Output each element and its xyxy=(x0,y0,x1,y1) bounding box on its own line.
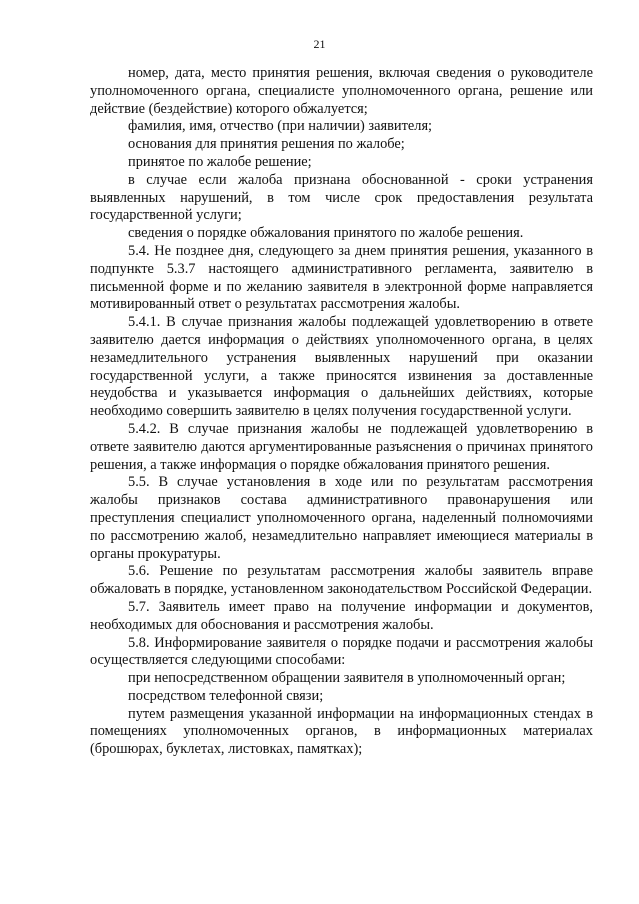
paragraph-5-4-2: 5.4.2. В случае признания жалобы не подлежащей удовлетворению в ответе заявителю даются аргументированные разъяснения о причинах принятого решения, а также информация о порядке обжалования принятого решения. xyxy=(90,420,593,473)
paragraph-5-6: 5.6. Решение по результатам рассмотрения жалобы заявитель вправе обжаловать в порядке, установленном законодательством Российской Федерации. xyxy=(90,563,593,598)
paragraph-phone-contact: посредством телефонной связи; xyxy=(128,687,324,704)
document-body xyxy=(90,65,593,759)
paragraph-5-8: 5.8. Информирование заявителя о порядке подачи и рассмотрения жалобы осуществляется следующими способами: xyxy=(90,634,593,669)
paragraph-information-placement: путем размещения указанной информации на информационных стендах в помещениях уполномоченных органов, в информационных материалах (брошюрах, буклетах, листовках, памятках); xyxy=(90,705,593,758)
paragraph-decision-made: принятое по жалобе решение; xyxy=(128,153,312,170)
paragraph-5-7: 5.7. Заявитель имеет право на получение информации и документов, необходимых для обоснования и рассмотрения жалобы. xyxy=(90,598,593,633)
paragraph-direct-contact: при непосредственном обращении заявителя в уполномоченный орган; xyxy=(128,670,566,687)
paragraph-appeal-procedure: сведения о порядке обжалования принятого по жалобе решения. xyxy=(128,225,524,242)
paragraph-5-4-1: 5.4.1. В случае признания жалобы подлежащей удовлетворению в ответе заявителю дается информация о действиях уполномоченного органа, в целях незамедлительного устранения выявленных нарушений при оказании государственной услуги, а также приносятся извинения за доставленные неудобства и указывается информация о дальнейших действиях, которые необходимо совершить заявителю в целях получения государственной услуги. xyxy=(90,314,593,420)
paragraph-applicant-name: фамилия, имя, отчество (при наличии) заявителя; xyxy=(128,118,433,135)
paragraph-complaint-decision-details: номер, дата, место принятия решения, включая сведения о руководителе уполномоченного органа, специалисте уполномоченного органа, решение или действие (бездействие) которого обжалуется; xyxy=(90,65,593,117)
page-number: 21 xyxy=(313,37,326,51)
paragraph-5-4: 5.4. Не позднее дня, следующего за днем принятия решения, указанного в подпункте 5.3.7 настоящего административного регламента, заявителю в письменной форме и по желанию заявителя в электронной форме направляется мотивированный ответ о результатах рассмотрения жалобы. xyxy=(90,242,593,313)
paragraph-violation-deadlines: в случае если жалоба признана обоснованной - сроки устранения выявленных нарушений, в том числе срок предоставления результата государственной услуги; xyxy=(90,171,593,224)
paragraph-5-5: 5.5. В случае установления в ходе или по результатам рассмотрения жалобы признаков состава административного правонарушения или преступления специалист уполномоченного органа, наделенный полномочиями по рассмотрению жалоб, незамедлительно направляет имеющиеся материалы в органы прокуратуры. xyxy=(90,474,593,562)
paragraph-decision-grounds: основания для принятия решения по жалобе; xyxy=(128,136,405,153)
